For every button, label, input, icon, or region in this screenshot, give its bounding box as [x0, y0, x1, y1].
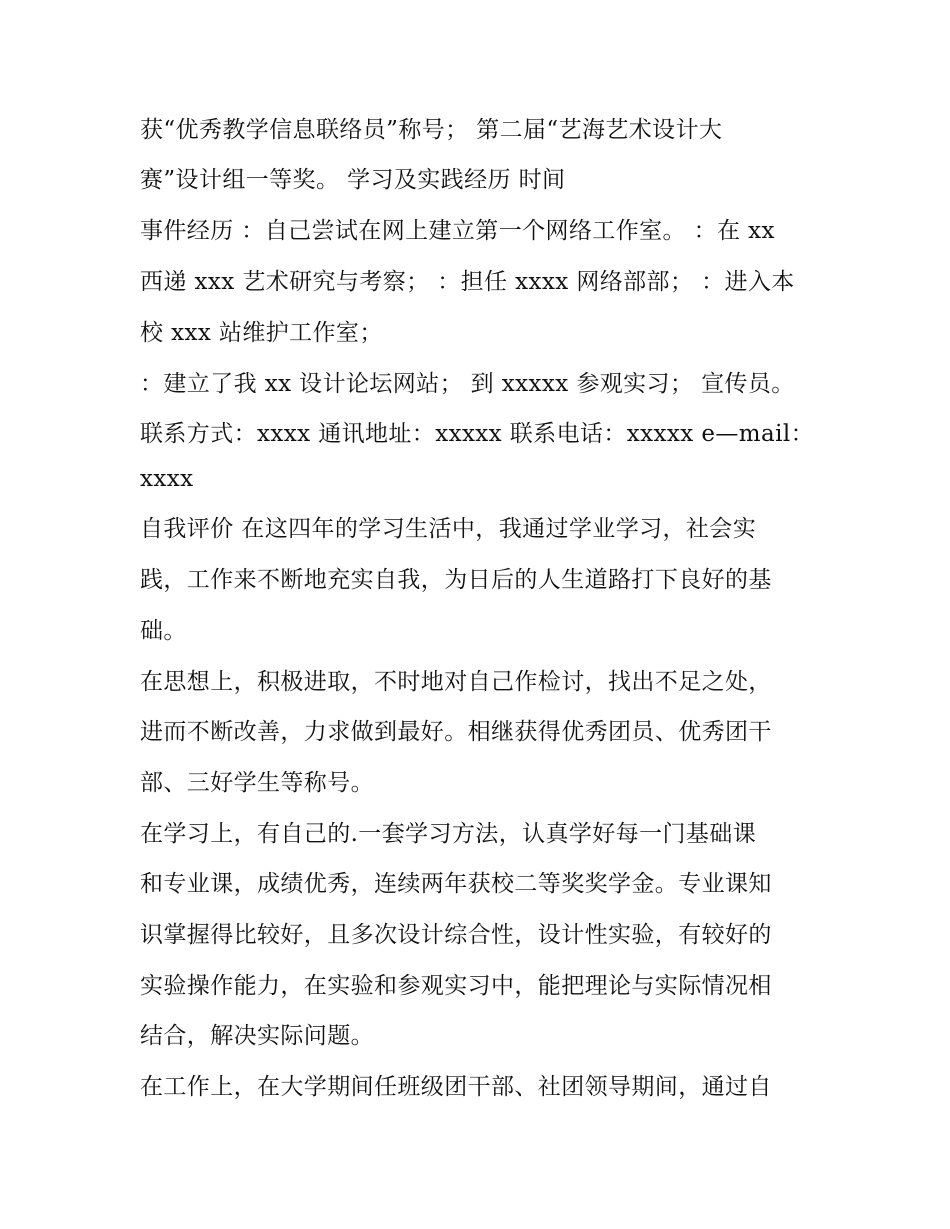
text-line: xxxx — [140, 466, 194, 492]
text-line: 践，工作来不断地充实自我，为日后的人生道路打下良好的基 — [140, 567, 772, 593]
text-line: 校 xxx 站维护工作室； — [140, 320, 383, 346]
text-line: 础。 — [140, 618, 187, 644]
text-line: 实验操作能力，在实验和参观实习中，能把理论与实际情况相 — [140, 973, 772, 999]
text-line: 在学习上，有自己的.一套学习方法，认真学好每一门基础课 — [140, 821, 757, 847]
text-line: 获“优秀教学信息联络员”称号； 第二届“艺海艺术设计大 — [140, 117, 723, 143]
text-line: 和专业课，成绩优秀，连续两年获校二等奖奖学金。专业课知 — [140, 871, 772, 897]
text-line: 结合，解决实际问题。 — [140, 1023, 374, 1049]
text-line: 在工作上，在大学期间任班级团干部、社团领导期间，通过自 — [140, 1074, 772, 1100]
text-line: 赛”设计组一等奖。 学习及实践经历 时间 — [140, 167, 566, 193]
text-line: 在思想上，积极进取，不时地对自己作检讨，找出不足之处， — [140, 669, 772, 695]
text-line: 自我评价 在这四年的学习生活中，我通过学业学习，社会实 — [140, 516, 757, 542]
text-line: 部、三好学生等称号。 — [140, 770, 374, 796]
text-line: 联系方式：xxxx 通讯地址：xxxxx 联系电话：xxxxx e—mail： — [140, 421, 814, 447]
text-line: 进而不断改善，力求做到最好。相继获得优秀团员、优秀团干 — [140, 719, 772, 745]
text-line: 事件经历 ：自己尝试在网上建立第一个网络工作室。 ：在 xx — [140, 218, 775, 244]
text-line: 识掌握得比较好，且多次设计综合性，设计性实验，有较好的 — [140, 922, 772, 948]
text-line: 西递 xxx 艺术研究与考察； ：担任 xxxx 网络部部； ：进入本 — [140, 269, 795, 295]
text-line: ：建立了我 xx 设计论坛网站； 到 xxxxx 参观实习； 宣传员。 — [140, 371, 795, 397]
